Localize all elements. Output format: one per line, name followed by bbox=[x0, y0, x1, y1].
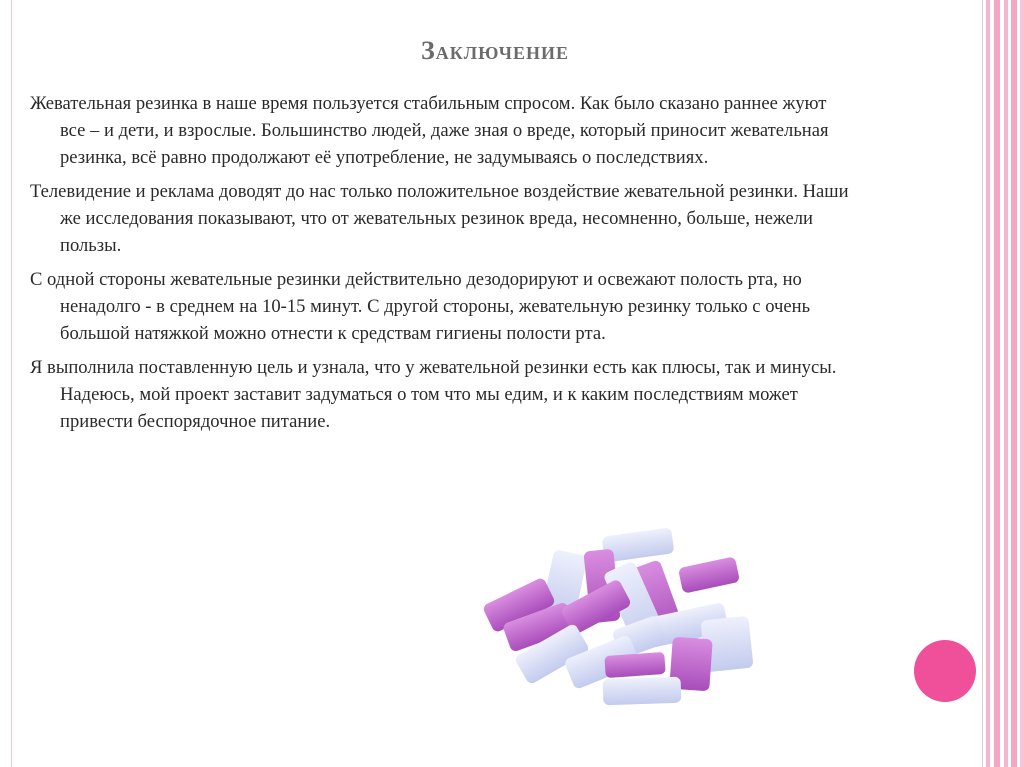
pink-circle-decoration bbox=[914, 640, 976, 702]
paragraph-4: Я выполнила поставленную цель и узнала, что у жевательной резинки есть как плюсы, так и минусы. Надеюсь, мой проект заставит задуматься о том что мы едим, и к каким последствиям может привести беспорядочное питание. bbox=[30, 357, 837, 432]
gum-piece bbox=[603, 677, 682, 706]
paragraph-2: Телевидение и реклама доводят до нас только положительное воздействие жевательной резинки. Наши же исследования показывают, что от жевательных резинок вреда, несомненно, больше, нежели пользы. bbox=[30, 181, 849, 256]
paragraph-1: Жевательная резинка в наше время пользуется стабильным спросом. Как было сказано раннее жуют все – и дети, и взрослые. Большинство людей, даже зная о вреде, который приносит жевательная резинка, всё равно продолжают её употребление, не задумываясь о последствиях. bbox=[30, 93, 829, 168]
paragraph-3: С одной стороны жевательные резинки действительно дезодорируют и освежают полость рта, но ненадолго - в среднем на 10-15 минут. С другой стороны, жевательную резинку только с очень большой натяжкой можно отнести к средствам гигиены полости рта. bbox=[30, 269, 811, 344]
slide-title: Заключение bbox=[421, 36, 569, 65]
slide-body bbox=[30, 90, 850, 442]
gum-piece bbox=[604, 652, 665, 678]
chewing-gum-image bbox=[475, 520, 775, 710]
decorative-stripes bbox=[984, 0, 1024, 767]
gum-piece bbox=[678, 556, 740, 593]
